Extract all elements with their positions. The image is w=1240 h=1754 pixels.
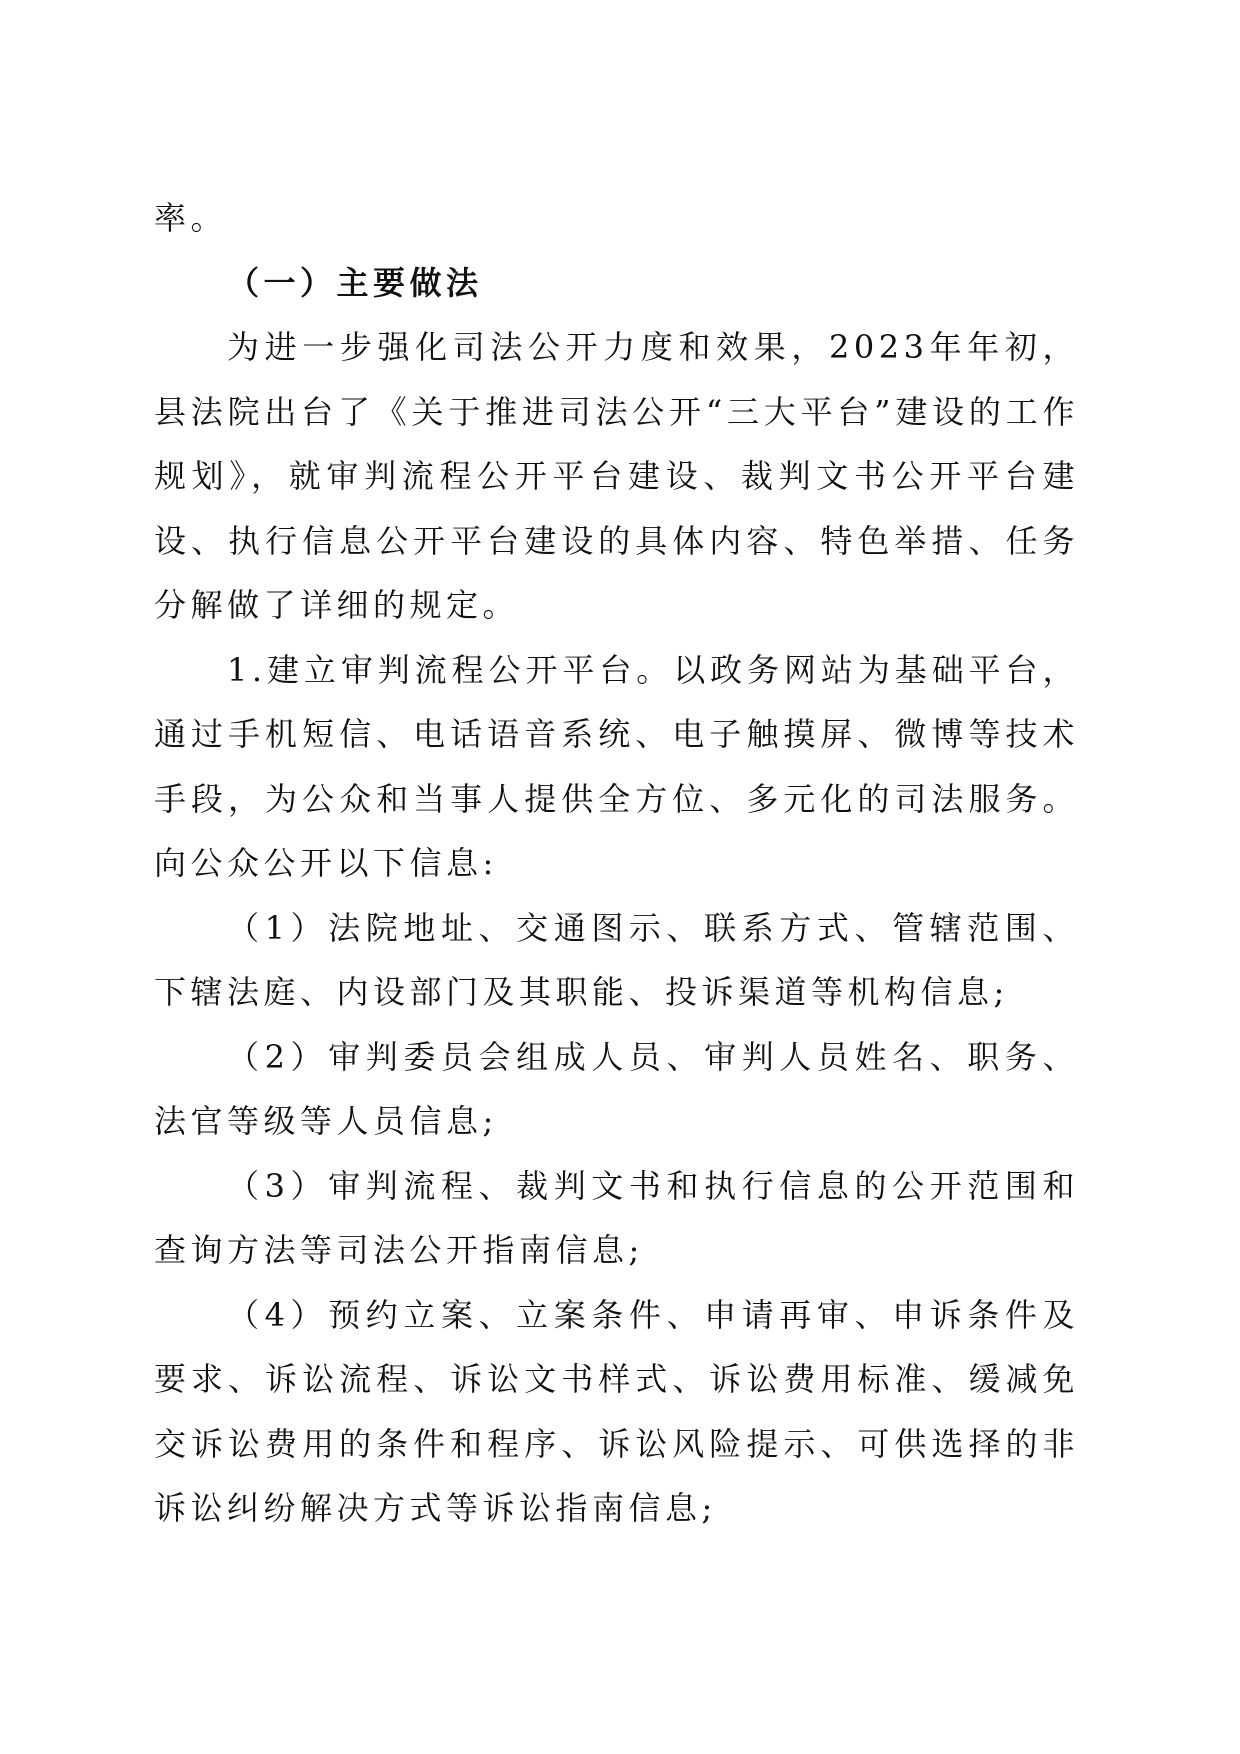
list-item-4: （4）预约立案、立案条件、申请再审、申诉条件及要求、诉讼流程、诉讼文书样式、诉讼费用标准、缓减免交诉讼费用的条件和程序、诉讼风险提示、可供选择的非诉讼纠纷解决方式等诉讼指南信息; — [154, 1295, 1079, 1527]
continuation-line: 率。 — [154, 199, 228, 237]
document-body — [154, 186, 1079, 1541]
paragraph-item-1: 1.建立审判流程公开平台。以政务网站为基础平台，通过手机短信、电话语音系统、电子触摸屏、微博等技术手段，为公众和当事人提供全方位、多元化的司法服务。向公众公开以下信息: — [154, 650, 1079, 882]
paragraph-intro: 为进一步强化司法公开力度和效果，2023年年初，县法院出台了《关于推进司法公开“三大平台”建设的工作规划》，就审判流程公开平台建设、裁判文书公开平台建设、执行信息公开平台建设的具体内容、特色举措、任务分解做了详细的规定。 — [154, 328, 1079, 624]
list-item-1: （1）法院地址、交通图示、联系方式、管辖范围、下辖法庭、内设部门及其职能、投诉渠道等机构信息; — [154, 908, 1079, 1011]
list-item-3: （3）审判流程、裁判文书和执行信息的公开范围和查询方法等司法公开指南信息; — [154, 1166, 1079, 1269]
list-item-2: （2）审判委员会组成人员、审判人员姓名、职务、法官等级等人员信息; — [154, 1037, 1079, 1140]
section-heading-main-practices: （一）主要做法 — [227, 263, 483, 302]
